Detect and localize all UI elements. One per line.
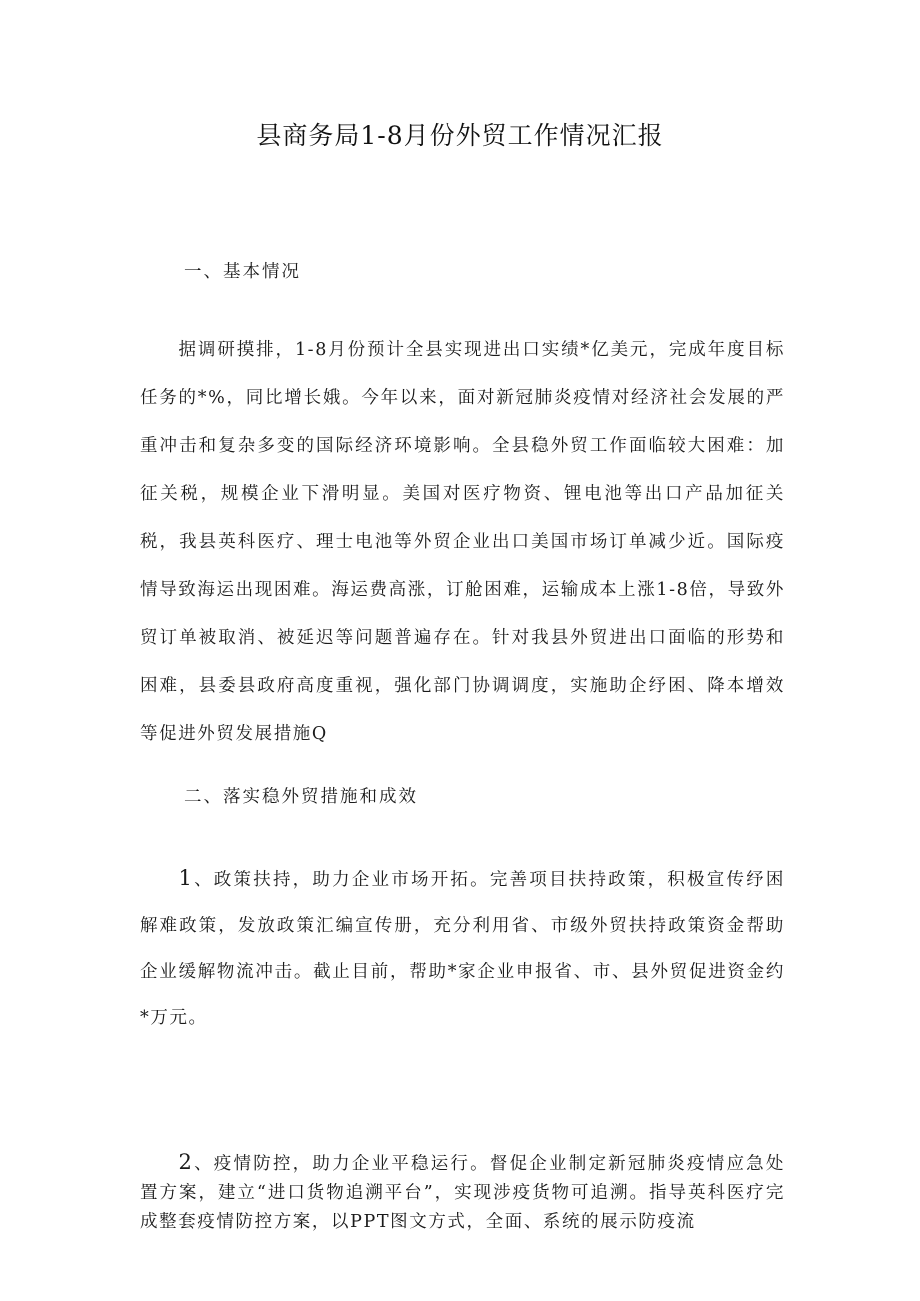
measure-item-1 bbox=[140, 855, 785, 1041]
measure-item-1-number: 1 bbox=[178, 866, 194, 890]
document-title: 县商务局1-8月份外贸工作情况汇报 bbox=[256, 121, 664, 150]
measure-item-2 bbox=[140, 1148, 785, 1237]
section1-paragraph bbox=[140, 326, 785, 758]
measure-item-1-text: 、政策扶持，助力企业市场开拓。完善项目扶持政策，积极宣传纾困解难政策，发放政策汇编宣传册，充分利用省、市级外贸扶持政策资金帮助企业缓解物流冲击。截止目前，帮助*家企业申报省、市、县外贸促进资金约*万元。 bbox=[140, 870, 785, 1028]
measure-item-2-number: 2 bbox=[178, 1150, 194, 1174]
section-heading-measures: 二、落实稳外贸措施和成效 bbox=[184, 787, 418, 807]
measure-item-2-text: 、疫情防控，助力企业平稳运行。督促企业制定新冠肺炎疫情应急处置方案，建立“进口货物追溯平台”，实现涉疫货物可追溯。指导英科医疗完成整套疫情防控方案，以PPT图文方式，全面、系统的展示防疫流 bbox=[140, 1154, 785, 1232]
section1-paragraph-text: 据调研摸排，1-8月份预计全县实现进出口实绩*亿美元，完成年度目标任务的*%，同比增长娥。今年以来，面对新冠肺炎疫情对经济社会发展的严重冲击和复杂多变的国际经济环境影响。全县稳外贸工作面临较大困难：加征关税，规模企业下滑明显。美国对医疗物资、锂电池等出口产品加征关税，我县英科医疗、理士电池等外贸企业出口美国市场订单减少近。国际疫情导致海运出现困难。海运费高涨，订舱困难，运输成本上涨1-8倍，导致外贸订单被取消、被延迟等问题普遍存在。针对我县外贸进出口面临的形势和困难，县委县政府高度重视，强化部门协调调度，实施助企纾困、降本增效等促进外贸发展措施Q bbox=[140, 340, 785, 744]
section-heading-basic-situation: 一、基本情况 bbox=[184, 262, 301, 282]
